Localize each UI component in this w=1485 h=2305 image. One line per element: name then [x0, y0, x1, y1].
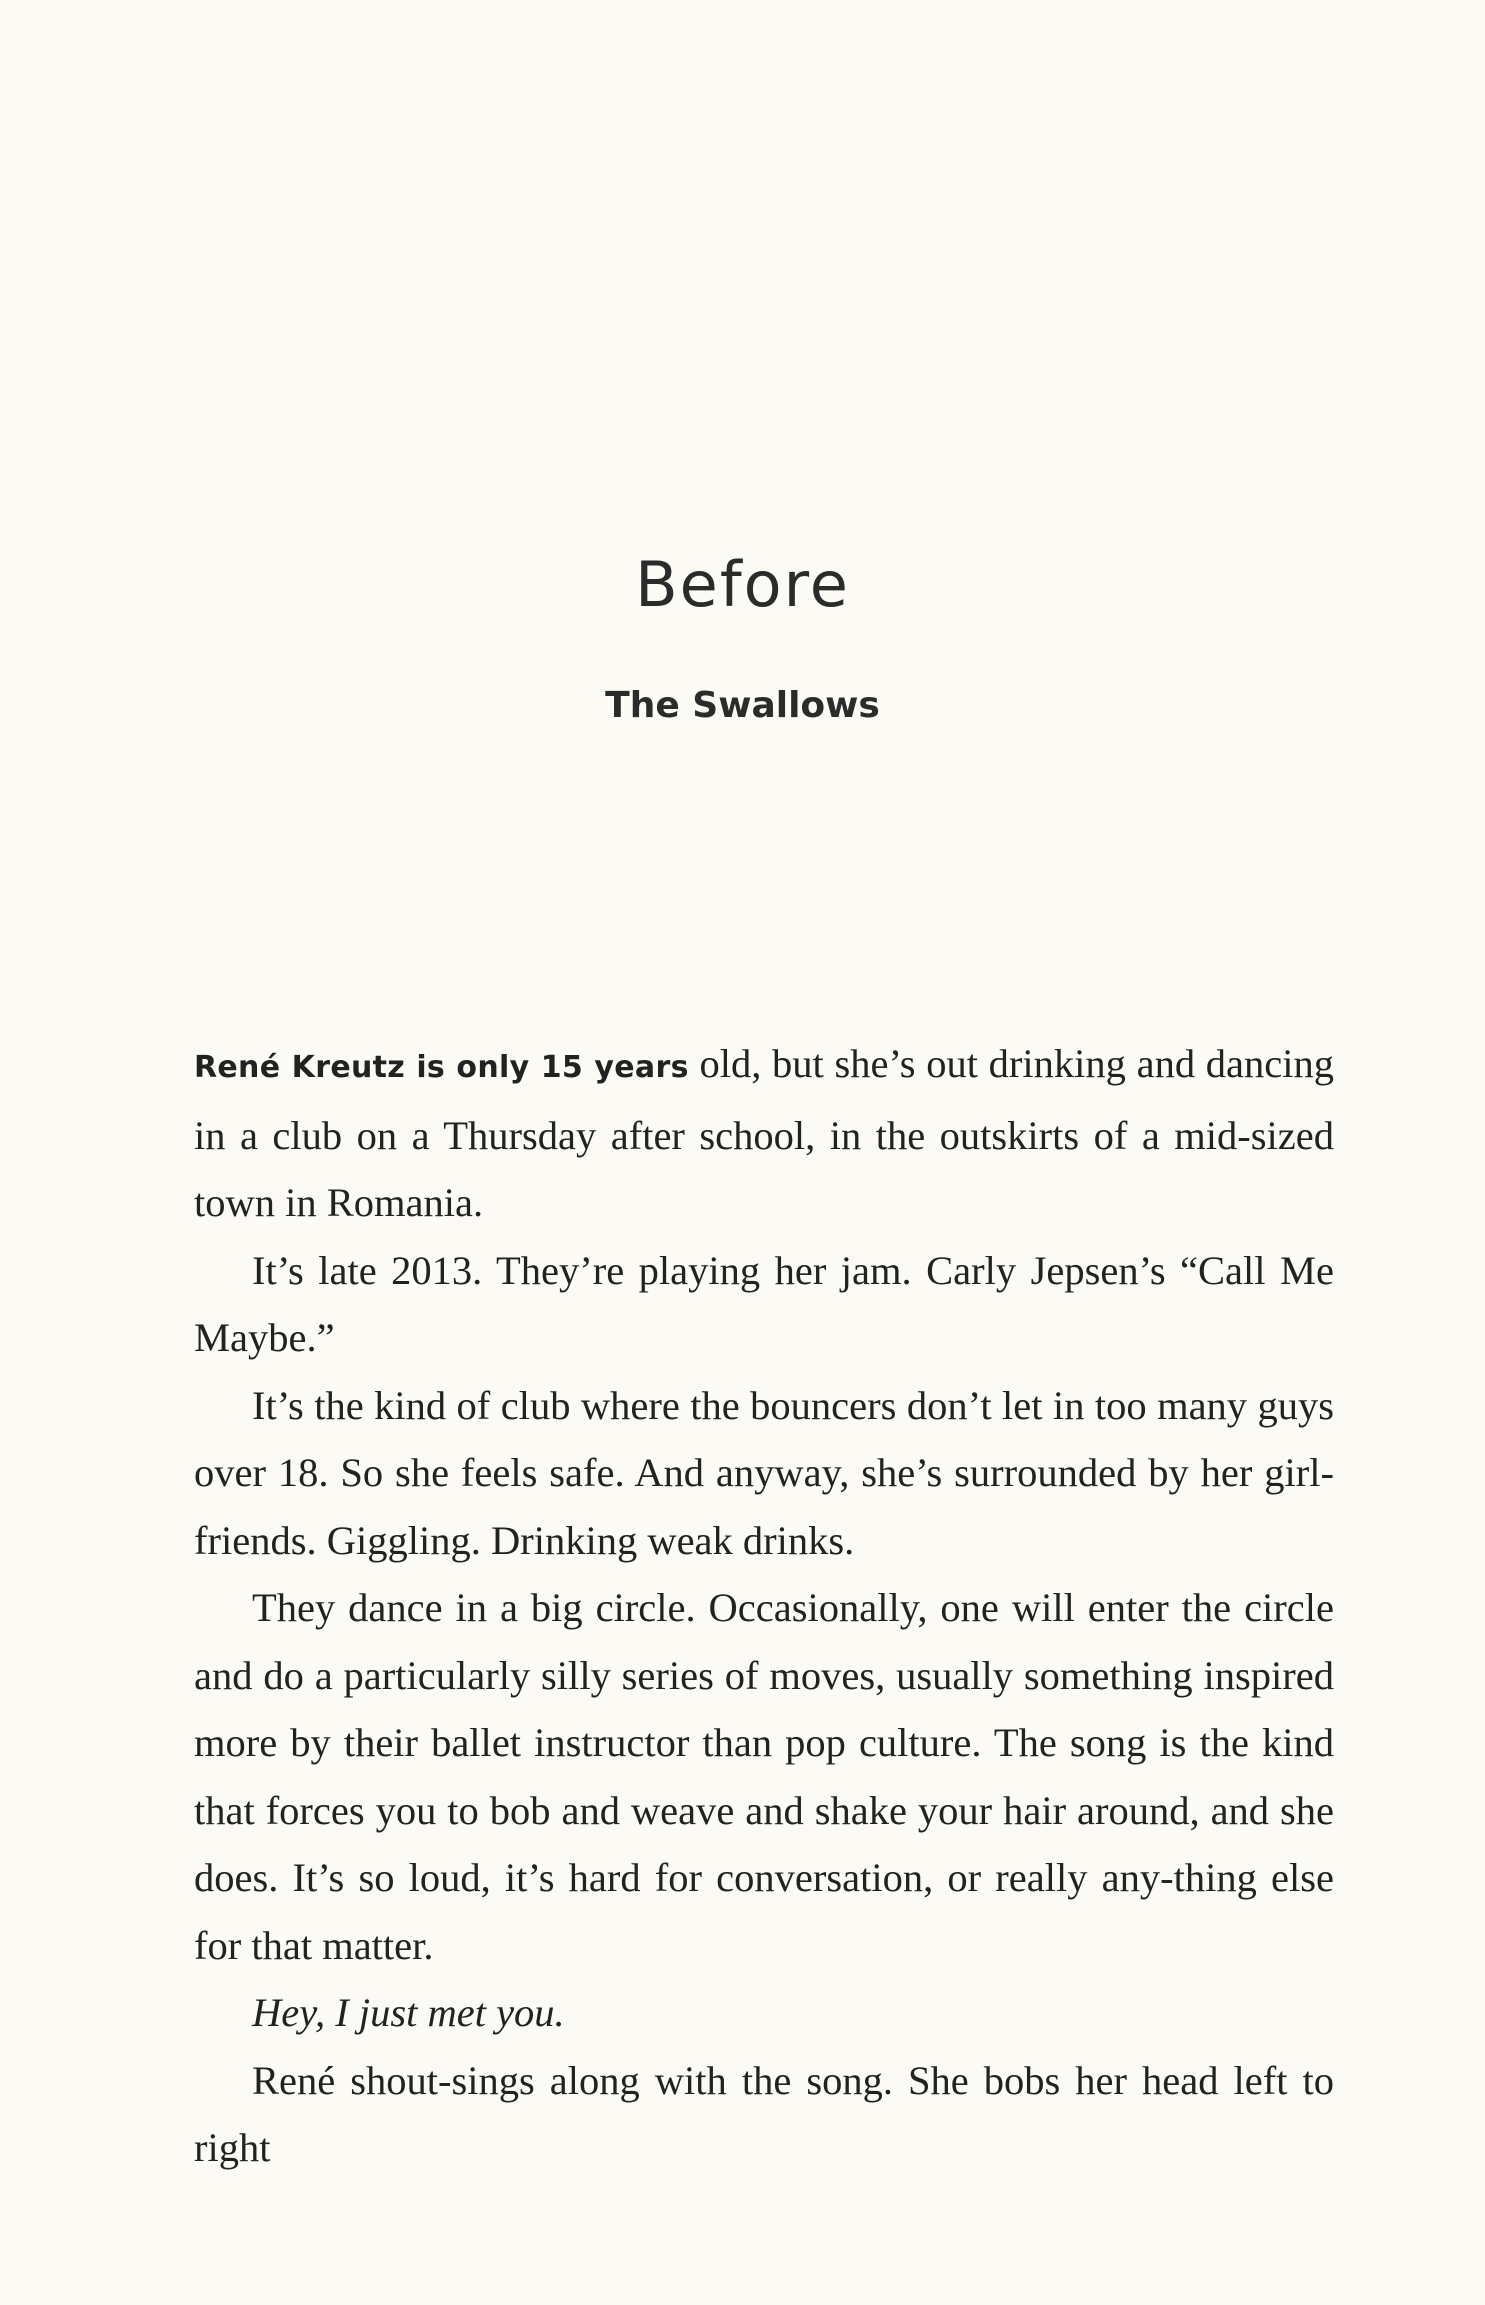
lyric-line: Hey, I just met you. [252, 1990, 565, 2035]
lead-in-text: René Kreutz is only 15 years [194, 1050, 689, 1085]
chapter-subtitle: The Swallows [605, 685, 880, 726]
body-text [194, 1030, 1334, 2182]
paragraph-1-text: old, but she’s out drinking and dancing in a club on a Thursday after school, in the outskirts of a mid-sized town in Romania. [194, 1041, 1334, 1225]
paragraph-1 [194, 1030, 1334, 1237]
paragraph-4: They dance in a big circle. Occasionally, one will enter the circle and do a particularly silly series of moves, usually something inspired more by their ballet instructor than pop culture. The song is the kind that forces you to bob and weave and shake your hair around, and she does. It’s so loud, it’s hard for conversation, or really any-thing else for that matter. [194, 1585, 1334, 1968]
paragraph-6: René shout-sings along with the song. She bobs her head left to right [194, 2057, 1334, 2170]
paragraph-3: It’s the kind of club where the bouncers don’t let in too many guys over 18. So she feels safe. And anyway, she’s surrounded by her girl-friends. Giggling. Drinking weak drinks. [194, 1382, 1334, 1563]
chapter-title: Before [635, 548, 850, 621]
paragraph-2: It’s late 2013. They’re playing her jam. Carly Jepsen’s “Call Me Maybe.” [194, 1247, 1334, 1360]
